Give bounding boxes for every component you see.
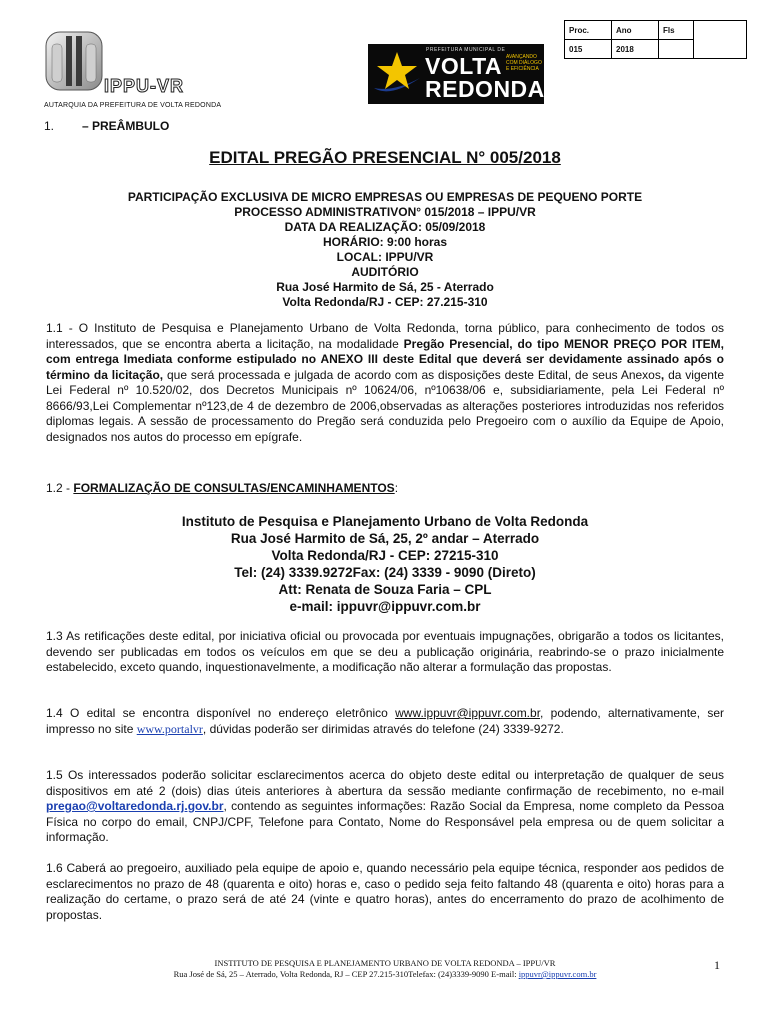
p1-4-text-a: 1.4 O edital se encontra disponível no endereço eletrônico — [46, 706, 396, 720]
p1-2-suffix: : — [394, 481, 399, 495]
header-line: LOCAL: IPPU/VR — [336, 250, 434, 264]
p1-2-label: FORMALIZAÇÃO DE CONSULTAS/ENCAMINHAMENTOS — [73, 481, 395, 495]
header-line: Rua José Harmito de Sá, 25 - Aterrado — [276, 280, 494, 294]
paragraph-1-1 — [46, 321, 724, 445]
p1-2-prefix: 1.2 - — [46, 481, 74, 495]
website-link[interactable]: www.ippuvr@ippuvr.com.br — [395, 706, 541, 720]
portalvr-link[interactable]: www.portalvr — [136, 721, 203, 736]
footer-line-1: INSTITUTO DE PESQUISA E PLANEJAMENTO URBANO DE VOLTA REDONDA – IPPU/VR — [214, 958, 556, 968]
edital-header-block — [40, 190, 730, 310]
footer-email-link[interactable]: ippuvr@ippuvr.com.br — [518, 969, 597, 979]
contact-line: e-mail: ippuvr@ippuvr.com.br — [289, 599, 481, 614]
star-swoosh-icon — [370, 48, 424, 102]
p1-1-bold: Pregão Presencial, do tipo MENOR PREÇO POR ITEM, com entrega Imediata conforme estipulado no ANEXO III deste Edital que deverá ser devidamente assinado após o término da licitação, — [46, 336, 725, 382]
contact-line: Instituto de Pesquisa e Planejamento Urbano de Volta Redonda — [181, 514, 589, 529]
p1-1-text-c: que será processada e julgada de acordo com as disposições deste Edital, de seus Anexos — [163, 367, 661, 382]
contact-line: Rua José Harmito de Sá, 25, 2º andar – Aterrado — [230, 531, 540, 546]
header-line: PROCESSO ADMINISTRATIVON° 015/2018 – IPPU/VR — [234, 205, 536, 219]
ippu-logo — [44, 30, 224, 114]
header-line: PARTICIPAÇÃO EXCLUSIVA DE MICRO EMPRESAS OU EMPRESAS DE PEQUENO PORTE — [127, 190, 643, 204]
p1-1-text-a: 1.1 - O Instituto de Pesquisa e Planejamento Urbano de Volta Redonda, torna público, para conhecimento de todos os interessados, que se encontra aberta a licitação, na modalidade — [46, 321, 724, 351]
vr-logo-line2: REDONDA — [425, 76, 545, 102]
paragraph-1-6: 1.6 Caberá ao pregoeiro, auxiliado pela equipe de apoio e, quando necessário pela equipe técnica, responder aos pedidos de esclarecimentos no prazo de 48 (quarenta e oito) horas e, caso o pedido seja feito faltando 48 (quarenta e oito) horas para a realização do certame, o prazo será de até 24 (vinte e quatro horas), antes do encerramento do prazo de acolhimento de propostas. — [46, 861, 724, 922]
protocol-value-ano: 2018 — [612, 40, 659, 59]
volta-redonda-logo — [368, 44, 544, 104]
preamble-label: – PREÂMBULO — [82, 119, 170, 133]
p1-5-text-b: , contendo as seguintes informações: Razão Social da Empresa, nome completo da Pessoa Física no corpo do email, CNPJ/CPF, Telefone para Contato, Nome do Responsável pela empresa ou de quem solicitar a informação. — [46, 799, 724, 844]
page-footer — [40, 958, 730, 980]
contact-block — [40, 513, 730, 615]
protocol-box — [564, 20, 747, 59]
contact-line: Att: Renata de Souza Faria – CPL — [278, 582, 492, 597]
p1-1-text-e: da vigente Lei Federal nº 10.520/02, dos Decretos Municipais nº 10624/06, nº10638/06 e, subsidiariamente, pela Lei Federal nº 8666/93,Lei Complementar nº123,de 4 de dezembro de 2006,observadas as alterações posteriores introduzidas nos referidos diplomas legais. A sessão de processamento do Pregão será conduzida pelo Pregoeiro com o auxílio da Equipe de Apoio, designados nos autos do processo em epígrafe. — [46, 367, 724, 444]
page-title: EDITAL PREGÃO PRESENCIAL N° 005/2018 — [209, 148, 561, 167]
header-line: Volta Redonda/RJ - CEP: 27.215-310 — [282, 295, 488, 309]
page-number: 1 — [714, 958, 720, 972]
pregao-email-link[interactable]: pregao@voltaredonda.rj.gov.br — [46, 799, 224, 813]
contact-line: Tel: (24) 3339.9272Fax: (24) 3339 - 9090 (Direto) — [234, 565, 536, 580]
protocol-value-proc: 015 — [565, 40, 612, 59]
header-line: AUDITÓRIO — [351, 265, 419, 279]
protocol-value-fls — [659, 40, 694, 59]
paragraph-1-2 — [46, 481, 724, 497]
footer-line-2 — [40, 969, 730, 980]
p1-4-text-c: , dúvidas poderão ser dirimidas através do telefone (24) 3339-9272. — [202, 721, 564, 736]
paragraph-1-4 — [46, 706, 724, 737]
protocol-blank-cell — [694, 21, 747, 59]
footer-address: Rua José de Sá, 25 – Aterrado, Volta Redonda, RJ – CEP 27.215-310Telefax: (24)3339-9090 E-mail: — [173, 969, 519, 979]
vr-logo-tagline: AVANÇANDO COM DIÁLOGO E EFICIÊNCIA — [506, 54, 542, 72]
ippu-logo-name: IPPU-VR — [104, 76, 185, 96]
ippu-logo-subtitle: AUTARQUIA DA PREFEITURA DE VOLTA REDONDA — [44, 102, 222, 109]
p1-1-comma: , — [660, 367, 665, 382]
p1-5-text-a: 1.5 Os interessados poderão solicitar esclarecimentos acerca do objeto deste edital ou interpretação de qualquer de seus dispositivos em até 2 (dois) dias úteis anteriores à abertura da sessão mediante confirmação de recebimento, no e-mail — [46, 768, 724, 798]
preamble-number: 1. — [44, 119, 55, 133]
preamble-heading — [44, 119, 169, 133]
paragraph-1-5 — [46, 768, 724, 846]
vr-logo-line1: VOLTA — [425, 53, 503, 79]
paragraph-1-3: 1.3 As retificações deste edital, por iniciativa oficial ou provocada por eventuais impugnações, obrigarão a todos os licitantes, devendo ser publicadas em todos os veículos em que se deu a publicação originária, reabrindo-se o prazo inicialmente estabelecido, exceto quando, inquestionavelmente, a modificação não alterar a formulação das propostas. — [46, 629, 724, 674]
header-line: HORÁRIO: 9:00 horas — [322, 235, 448, 249]
ippu-emblem-icon — [44, 30, 104, 92]
protocol-header-proc: Proc. — [565, 21, 612, 40]
header-line: DATA DA REALIZAÇÃO: 05/09/2018 — [284, 220, 486, 234]
protocol-header-fls: Fls — [659, 21, 694, 40]
vr-logo-small-text: PREFEITURA MUNICIPAL DE — [426, 47, 506, 53]
protocol-header-ano: Ano — [612, 21, 659, 40]
contact-line: Volta Redonda/RJ - CEP: 27215-310 — [271, 548, 499, 563]
p1-4-text-b: , podendo, alternativamente, ser impresso no site — [46, 706, 724, 736]
